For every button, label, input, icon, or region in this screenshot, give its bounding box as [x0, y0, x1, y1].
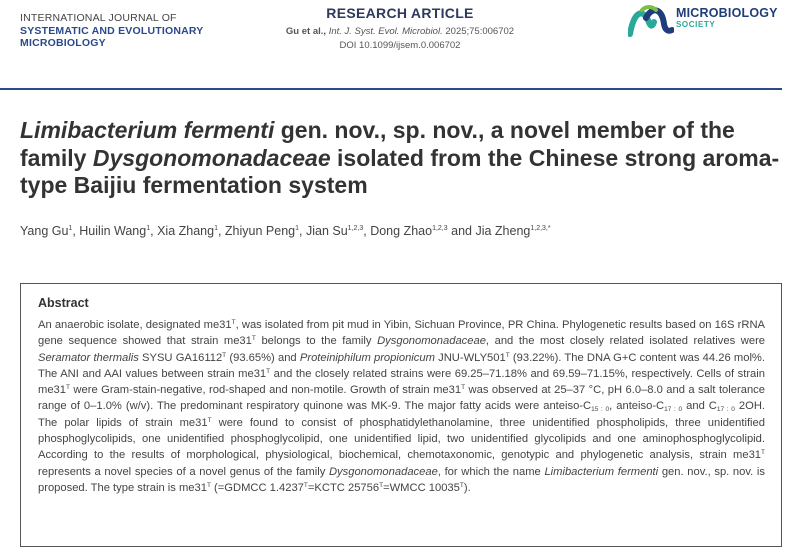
abstract-segment: were Gram-stain-negative, rod-shaped and non-motile. Growth of strain me31: [69, 384, 462, 397]
abstract-sup: T: [207, 416, 212, 424]
title-text-2: isolated from the Chinese strong aroma-type Baijiu fermentation system: [20, 144, 780, 198]
abstract-heading: Abstract: [38, 296, 89, 310]
author-affiliation: 1: [214, 225, 218, 232]
abstract-segment: and the closely related strains were 69.25–71.18% and 69.59–71.15%, respectively. Cells of strain me31: [38, 367, 765, 397]
abstract-sup: T: [505, 351, 510, 359]
journal-name-line1: INTERNATIONAL JOURNAL OF: [20, 12, 177, 24]
abstract-sup: T: [266, 367, 271, 375]
abstract-segment: =WMCC 10035: [383, 481, 460, 494]
abstract-segment: (93.22%). The DNA G+C content was 44.26 mol%. The ANI and AAI values between strain me31: [38, 351, 765, 380]
abstract-segment: , and the most closely related isolated relatives were: [485, 335, 766, 348]
abstract-segment: were found to consist of phosphatidylethanolamine, three unidentified phospholipids, three unidentified phosphoglycolipids, one unidentified phosphoglycolipid, one unidentified lipid, two unidentified glycolipids and one aminophosphoglycolipid. According to the results of morphological, physiological, biochemical, chemotaxonomic, genotypic and phylogenetic analysis, strain me31: [38, 416, 765, 462]
abstract-italic: Dysgonomonadaceae: [328, 465, 438, 478]
author-affiliation: 1,2,3: [347, 225, 364, 232]
abstract-segment: , anteiso-C: [609, 400, 665, 413]
abstract-segment: JNU-WLY501: [434, 351, 506, 364]
abstract-text: [38, 317, 765, 496]
abstract-box: [20, 283, 782, 547]
journal-name-line3: MICROBIOLOGY: [20, 37, 106, 49]
author-list: [20, 224, 790, 238]
author-name[interactable]: Jian Su: [305, 224, 348, 238]
author-separator: and: [447, 224, 476, 238]
journal-name[interactable]: [20, 12, 250, 50]
society-subname: SOCIETY: [676, 20, 716, 29]
article-type: RESEARCH ARTICLE: [326, 5, 474, 21]
abstract-segment: =KCTC 25756: [307, 481, 380, 494]
abstract-sup: T: [66, 384, 70, 392]
abstract-sup: T: [222, 351, 227, 359]
society-name: MICROBIOLOGY: [676, 6, 778, 20]
title-family: Dysgonomonadaceae: [92, 144, 331, 171]
abstract-italic: Seramator thermalis: [38, 351, 139, 364]
abstract-segment: was observed at 25–37 °C, pH 6.0–8.0 and a salt tolerance range of 0–1.0% (w/v). The predominant respiratory quinone was MK-9. The major fatty acids were anteiso-C: [38, 384, 765, 413]
abstract-segment: gen. nov., sp. nov. is proposed. The type strain is me31: [38, 465, 765, 494]
author-name[interactable]: Xia Zhang: [157, 224, 215, 238]
abstract-segment: represents a novel species of a novel genus of the family: [38, 465, 329, 478]
author-name[interactable]: Jia Zheng: [475, 224, 531, 238]
society-logo[interactable]: [626, 2, 796, 42]
author-affiliation: 1: [68, 225, 73, 232]
author-affiliation: 1: [146, 225, 151, 232]
abstract-sup: T: [761, 449, 765, 457]
author-separator: ,: [72, 224, 80, 238]
author-separator: ,: [217, 224, 225, 238]
title-text-1: gen. nov., sp. nov., a novel member of the family: [20, 117, 735, 171]
citation-details: 2025;75:006702: [445, 26, 515, 37]
article-meta: [255, 5, 545, 51]
author-name[interactable]: Yang Gu: [20, 224, 69, 238]
abstract-sup: T: [459, 481, 464, 489]
abstract-sub: 17 : 0: [716, 406, 735, 414]
abstract-sup: T: [206, 481, 211, 489]
abstract-segment: An anaerobic isolate, designated me31: [38, 319, 232, 331]
abstract-italic: Proteiniphilum propionicum: [299, 351, 435, 364]
abstract-segment: , was isolated from pit mud in Yibin, Sichuan Province, PR China. Phylogenetic results based on 16S rRNA gene sequence showed that strain me31: [38, 319, 765, 348]
author-name[interactable]: Dong Zhao: [370, 224, 433, 238]
microbiology-society-logo-icon: [628, 4, 674, 38]
citation-journal: Int. J. Syst. Evol. Microbiol.: [328, 26, 443, 37]
abstract-segment: , for which the name: [437, 465, 545, 478]
citation: [255, 26, 545, 37]
author-name[interactable]: Zhiyun Peng: [224, 224, 296, 238]
journal-name-line2: SYSTEMATIC AND EVOLUTIONARY: [20, 24, 204, 37]
abstract-segment: and C: [682, 400, 717, 413]
author-affiliation: 1,2,3: [432, 225, 448, 232]
abstract-segment: (93.65%) and: [226, 351, 300, 364]
abstract-sub: 15 : 0: [591, 406, 610, 414]
abstract-italic: Dysgonomonadaceae: [377, 335, 486, 348]
author-separator: ,: [363, 224, 371, 238]
abstract-segment: ).: [463, 481, 471, 494]
citation-authors: Gu et al.,: [285, 26, 327, 37]
abstract-sup: T: [251, 335, 256, 343]
header-divider: [0, 88, 782, 90]
title-genus: Limibacterium fermenti: [20, 117, 275, 143]
abstract-sup: T: [231, 319, 236, 326]
author-affiliation: 1: [295, 225, 300, 232]
author-separator: ,: [299, 224, 306, 238]
article-title: [20, 117, 790, 200]
abstract-segment: SYSU GA16112: [138, 351, 223, 364]
abstract-sup: T: [303, 481, 308, 489]
abstract-italic: Limibacterium fermenti: [544, 465, 659, 478]
abstract-segment: 2OH. The polar lipids of strain me31: [38, 400, 766, 429]
author-affiliation: 1,2,3,*: [530, 225, 551, 232]
abstract-segment: belongs to the family: [255, 335, 378, 348]
abstract-segment: (=GDMCC 1.4237: [210, 481, 304, 494]
author-name[interactable]: Huilin Wang: [79, 224, 147, 238]
abstract-sup: T: [379, 481, 384, 489]
abstract-sup: T: [461, 384, 466, 392]
author-separator: ,: [150, 224, 158, 238]
abstract-sub: 17 : 0: [664, 406, 683, 414]
doi-link[interactable]: DOI 10.1099/ijsem.0.006702: [339, 40, 461, 51]
